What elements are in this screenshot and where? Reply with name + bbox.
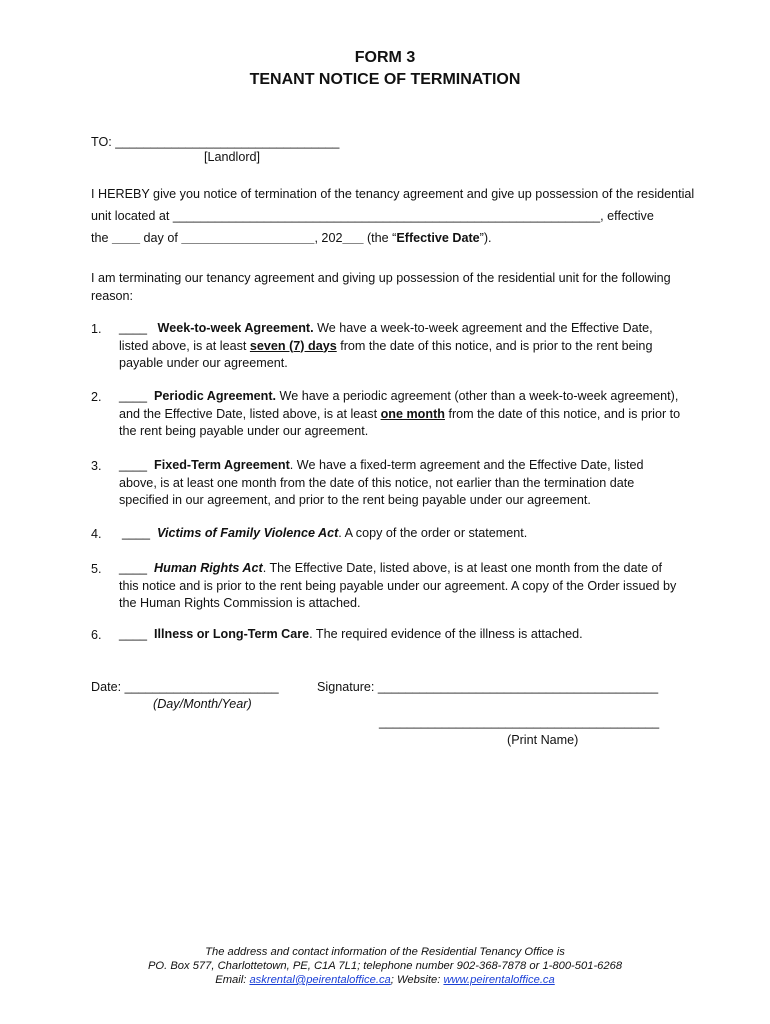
item-number: 1. [91,322,102,336]
signature-field[interactable]: Signature: ________________________________________ [317,680,659,694]
day-field[interactable]: ____ [112,231,141,245]
item-checkbox-blank[interactable]: ____ [119,321,148,335]
item-text [119,388,682,441]
paren-open: (the “ [363,231,397,245]
reason-intro-line-2: reason: [91,289,134,303]
item-heading: Week-to-week Agreement. [157,321,314,335]
footer-line-2: PO. Box 577, Charlottetown, PE, C1A 7L1; telephone number 902-368-7878 or 1-800-501-6268 [147,960,623,972]
the-label: the [91,231,113,245]
item-description: . A copy of the order or statement. [338,526,528,540]
item-heading: Fixed-Term Agreement [154,458,290,472]
item-checkbox-blank[interactable]: ____ [119,627,148,641]
unit-label: unit located at [91,209,173,223]
year-field[interactable]: ___ [342,231,364,245]
effective-label: , effective [600,209,654,223]
item-number: 5. [91,562,102,576]
item-text-a: We have a periodic agreement (other than a week-to-week agreement), and the Effective Date, listed above, is at least [119,389,679,421]
item-text [119,560,682,613]
notice-line-3 [91,229,492,247]
email-link[interactable]: askrental@peirentaloffice.ca [249,974,391,986]
item-text-b: from the date of this notice, and is prior to the rent being payable under our agreement. [119,406,681,438]
footer-line-1: The address and contact information of the Residential Tenancy Office is [205,946,565,958]
effective-date-term: Effective Date [396,231,480,245]
reason-intro-line-1: I am terminating our tenancy agreement and giving up possession of the residential unit for the following [91,271,671,285]
item-heading: Periodic Agreement. [154,389,277,403]
item-text [119,320,682,373]
item-description: . We have a fixed-term agreement and the Effective Date, listed above, is at least one month from the date of this notice, not earlier than the termination date specified in our agreement, and prior to the rent being payable under our agreement. [119,458,644,507]
email-label: Email: [215,974,250,986]
footer-line-3 [0,974,770,988]
form-number: FORM 3 [354,49,416,66]
notice-line-2 [91,207,654,225]
item-number: 6. [91,628,102,642]
item-text [119,626,682,644]
item-number: 2. [91,390,102,404]
paren-close: ”). [479,231,492,245]
item-number: 3. [91,459,102,473]
website-label: ; Website: [390,974,444,986]
item-text [119,457,682,510]
item-text-b: from the date of this notice, and is prior to the rent being payable under our agreement. [119,338,653,370]
item-description: . The Effective Date, listed above, is at least one month from the date of this notice and is prior to the rent being payable under our agreement. A copy of the Order issued by the Human Rights Commission is attached. [119,561,677,610]
item-text [122,525,685,543]
print-name-field[interactable]: ________________________________________ [379,715,660,729]
print-name-caption: (Print Name) [507,733,579,747]
landlord-caption: [Landlord] [204,150,261,164]
day-of-label: day of [140,231,182,245]
item-checkbox-blank[interactable]: ____ [119,561,148,575]
item-emphasis: seven (7) days [249,338,337,353]
item-checkbox-blank[interactable]: ____ [119,389,148,403]
unit-address-field[interactable]: _____________________________________________________________ [172,209,601,223]
website-link[interactable]: www.peirentaloffice.ca [443,974,555,986]
date-field[interactable]: Date: ______________________ [91,680,279,694]
item-description: . The required evidence of the illness is attached. [309,627,583,641]
notice-line-1: I HEREBY give you notice of termination of the tenancy agreement and give up possession of the residential [91,187,695,201]
item-emphasis: one month [380,406,445,421]
form-title: TENANT NOTICE OF TERMINATION [249,71,521,88]
item-heading: Human Rights Act [154,561,263,575]
item-heading: Illness or Long-Term Care [154,627,310,641]
item-heading: Victims of Family Violence Act [157,526,339,540]
item-checkbox-blank[interactable]: ____ [119,458,148,472]
month-field[interactable]: ___________________ [181,231,315,245]
year-prefix: , 202 [314,231,343,245]
item-text-a: We have a week-to-week agreement and the Effective Date, listed above, is at least [119,321,653,353]
item-number: 4. [91,527,102,541]
to-landlord-field[interactable]: TO: ________________________________ [91,135,340,149]
item-checkbox-blank[interactable]: ____ [122,526,151,540]
date-caption: (Day/Month/Year) [153,697,252,711]
